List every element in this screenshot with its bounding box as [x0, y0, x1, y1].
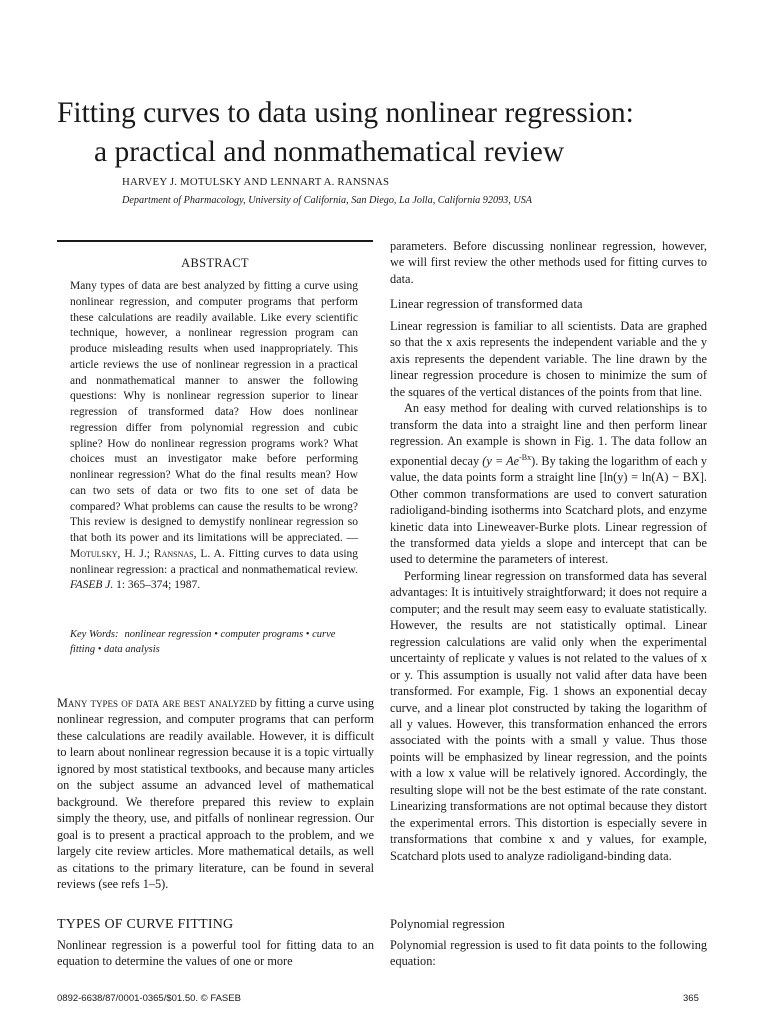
abstract-text: Many types of data are best analyzed by fitting a curve using nonlinear regression, and computer programs that perform these calculations are readily available. Like every scientific technique, however, a nonlinear regression program can produce misleading results when used inappropriately. This article reviews the use of nonlinear regression in a practical and nonmathematical manner to answer the following questions: Why is nonlinear regression superior to linear regression of transformed data? How does nonlinear regression differ from polynomial regression and cubic spline? How do nonlinear regression programs work? What choices must an investigator make before performing nonlinear regression? What do the final results mean? How can two sets of data or two fits to one set of data be compared? What problems can cause the results to be wrong? This review is designed to demystify nonlinear regression so that both its power and its limitations will be appreciated.	[70, 280, 358, 544]
citation-journal: FASEB J.	[70, 579, 114, 592]
keywords-text: nonlinear regression • computer programs • curve fitting • data analysis	[70, 629, 336, 655]
title-line-1: Fitting curves to data using nonlinear regression:	[57, 97, 634, 129]
abstract-body: Many types of data are best analyzed by fitting a curve using nonlinear regression, and computer programs that perform these calculations are readily available. Like every scientific technique, however, a nonlinear regression program can produce misleading results when used inappropriately. This article reviews the use of nonlinear regression in a practical and nonmathematical manner to answer the following questions: Why is nonlinear regression superior to linear regression of transformed data? How does nonlinear regression differ from polynomial regression and cubic spline? How do nonlinear regression programs work? What choices must an investigator make before performing nonlinear regression? What do the final results mean? How can two sets of data or two fits to one set of data be compared? What problems can cause the results to be wrong? This review is designed to demystify nonlinear regression so that both its power and its limitations will be appreciated. — Motulsky, H. J.; Ransnas, L. A. Fitting curves to data using nonlinear regression: a practical and nonmathematical review. FASEB J. 1: 365–374; 1987.	[70, 280, 359, 592]
title-line-2: a practical and nonmathematical review	[94, 136, 565, 168]
intro-lead: Many types of data are best analyzed	[57, 696, 257, 710]
equation-sup: -Bx	[519, 452, 532, 462]
abstract-rule	[57, 240, 373, 242]
footer-copyright: 0892-6638/87/0001-0365/$01.50. © FASEB	[57, 993, 241, 1004]
types-paragraph: Nonlinear regression is a powerful tool for fitting data to an equation to determine the values of one or more	[57, 938, 374, 969]
keywords	[70, 627, 360, 657]
citation-author-1: Motulsky, H. J.;	[70, 547, 150, 560]
linear-para-3: Performing linear regression on transformed data has several advantages: It is intuitively straightforward; it does not require a computer; and the result may seem easy to evaluate statistically. However, the results are not statistically optimal. Linear regression calculations are valid only when the experimental uncertainty of replicate y values is not related to the values of x or y. This assumption is usually not valid after data have been transformed. For example, Fig. 1 shows an exponential decay curve, and a linear plot constructed by taking the logarithm of all y values. However, this transformation enhanced the errors associated with the points with a small y value. Thus those points will be emphasized by linear regression, and the points with a low x value will be relatively ignored. Accordingly, the resulting slope will not be the best estimate of the rate constant. Linearizing transformations are not optimal because they distort the experimental errors. This distortion is especially severe in transformations that combine x and y values, for example, Scatchard plots used to analyze radioligand-binding data.	[390, 568, 707, 863]
heading-polynomial-regression: Polynomial regression	[390, 917, 505, 931]
section-heading-types: TYPES OF CURVE FITTING	[57, 917, 234, 932]
equation-exp: (y = Ae	[482, 453, 520, 468]
abstract-heading: ABSTRACT	[181, 256, 249, 270]
linear-para-2b: ). By taking the logarithm of each y value, the data points form a straight line [ln(y) = ln(A) − BX]. Other common transformations are used to convert saturation radioligand-binding isotherms into Scatchard plots, and enzyme kinetic data into Lineweaver-Burke plots. Linear regression of the transformed data yields a slope and intercept that can be used to determine the parameters of interest.	[390, 453, 707, 567]
linear-para-2	[390, 400, 707, 568]
linear-para-2a: An easy method for dealing with curved relationships is to transform the data into a straight line and then perform linear regression. An example is shown in Fig. 1. The data follow an exponential decay	[390, 401, 707, 468]
citation-author-2: Ransnas, L. A.	[153, 547, 225, 560]
intro-text: by fitting a curve using nonlinear regression, and computer programs that can perform these calculations are readily available. However, it is difficult to learn about nonlinear regression because it is a topic virtually ignored by most statistical textbooks, and because many articles on the subject assume an advanced level of mathematical background. We therefore prepared this review to explain simply the theory, use, and pitfalls of nonlinear regression. Our goal is to present a practical approach to the problem, and we largely cite review articles. More mathematical details, as well as citations to the primary literature, can be found in several reviews (see refs 1–5).	[57, 696, 374, 891]
right-para-1: parameters. Before discussing nonlinear regression, however, we will first review the other methods used for fitting curves to data.	[390, 239, 707, 286]
page-number: 365	[683, 993, 699, 1004]
citation-title: Fitting curves to data using nonlinear regression: a practical and nonmathematical review.	[70, 547, 359, 576]
intro-paragraph	[57, 695, 374, 892]
affiliation: Department of Pharmacology, University of California, San Diego, La Jolla, California 92093, USA	[122, 195, 533, 206]
authors: HARVEY J. MOTULSKY AND LENNART A. RANSNAS	[122, 176, 390, 188]
citation-ref: 1: 365–374; 1987.	[116, 579, 201, 592]
article-title	[57, 94, 737, 172]
keywords-label: Key Words:	[70, 629, 119, 640]
polynomial-paragraph: Polynomial regression is used to fit data points to the following equation:	[390, 938, 707, 969]
right-body	[390, 318, 707, 864]
heading-linear-regression: Linear regression of transformed data	[390, 297, 583, 311]
linear-para-1: Linear regression is familiar to all scientists. Data are graphed so that the x axis represents the independent variable and the y axis represents the dependent variable. The line drawn by the linear regression procedure is chosen to minimize the sum of the squares of the vertical distances of the points from that line.	[390, 319, 707, 399]
